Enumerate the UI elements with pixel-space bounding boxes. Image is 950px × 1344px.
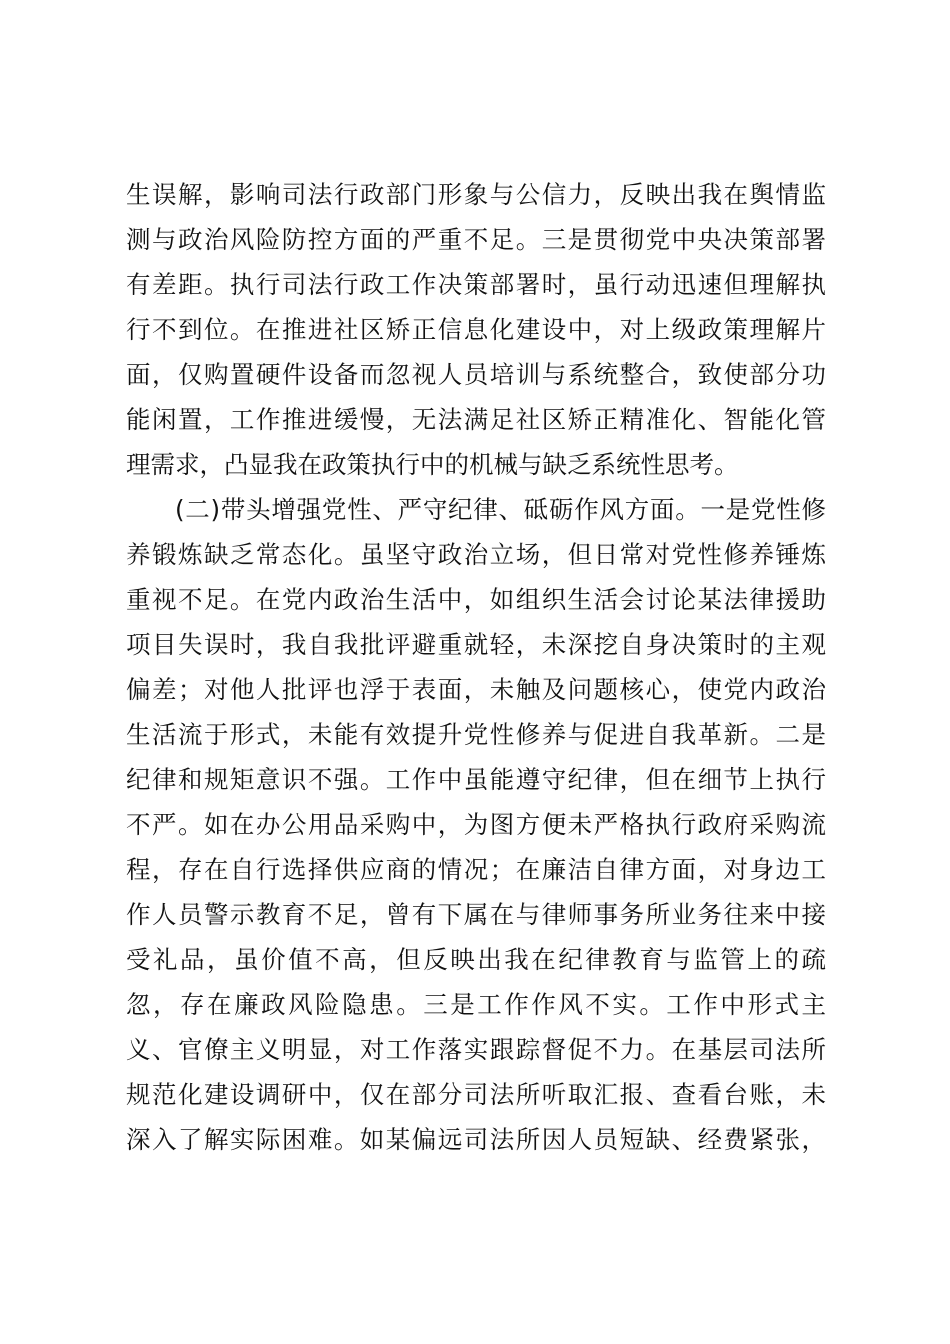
text-line: 程，存在自行选择供应商的情况；在廉洁自律方面，对身边工 bbox=[126, 855, 826, 884]
text-line: 受礼品，虽价值不高，但反映出我在纪律教育与监管上的疏 bbox=[126, 945, 826, 974]
text-line: 项目失误时，我自我批评避重就轻，未深挖自身决策时的主观 bbox=[126, 630, 826, 659]
text-line: 养锻炼缺乏常态化。虽坚守政治立场，但日常对党性修养锤炼 bbox=[126, 540, 826, 569]
text-line: 不严。如在办公用品采购中，为图方便未严格执行政府采购流 bbox=[126, 810, 826, 839]
text-line: 偏差；对他人批评也浮于表面，未触及问题核心，使党内政治 bbox=[126, 675, 826, 704]
text-line: 行不到位。在推进社区矫正信息化建设中，对上级政策理解片 bbox=[126, 315, 826, 344]
body-text bbox=[126, 172, 826, 1162]
text-line: 生误解，影响司法行政部门形象与公信力，反映出我在舆情监 bbox=[126, 180, 826, 209]
text-line: 深入了解实际困难。如某偏远司法所因人员短缺、经费紧张， bbox=[126, 1125, 826, 1154]
text-line: 规范化建设调研中，仅在部分司法所听取汇报、查看台账，未 bbox=[126, 1080, 826, 1109]
text-line: 忽，存在廉政风险隐患。三是工作作风不实。工作中形式主 bbox=[126, 990, 826, 1019]
text-line: 作人员警示教育不足，曾有下属在与律师事务所业务往来中接 bbox=[126, 900, 826, 929]
text-line: 有差距。执行司法行政工作决策部署时，虽行动迅速但理解执 bbox=[126, 270, 826, 299]
text-line: 纪律和规矩意识不强。工作中虽能遵守纪律，但在细节上执行 bbox=[126, 765, 826, 794]
text-line: 重视不足。在党内政治生活中，如组织生活会讨论某法律援助 bbox=[126, 585, 826, 614]
text-line: 面，仅购置硬件设备而忽视人员培训与系统整合，致使部分功 bbox=[126, 360, 826, 389]
text-line: 理需求，凸显我在政策执行中的机械与缺乏系统性思考。 bbox=[126, 450, 739, 479]
text-line: 义、官僚主义明显，对工作落实跟踪督促不力。在基层司法所 bbox=[126, 1035, 826, 1064]
text-line: 生活流于形式，未能有效提升党性修养与促进自我革新。二是 bbox=[126, 720, 826, 749]
text-line: 能闲置，工作推进缓慢，无法满足社区矫正精准化、智能化管 bbox=[126, 405, 826, 434]
section-heading-line: (二)带头增强党性、严守纪律、砥砺作风方面。一是党性修 bbox=[175, 495, 826, 524]
text-line: 测与政治风险防控方面的严重不足。三是贯彻党中央决策部署 bbox=[126, 225, 826, 254]
